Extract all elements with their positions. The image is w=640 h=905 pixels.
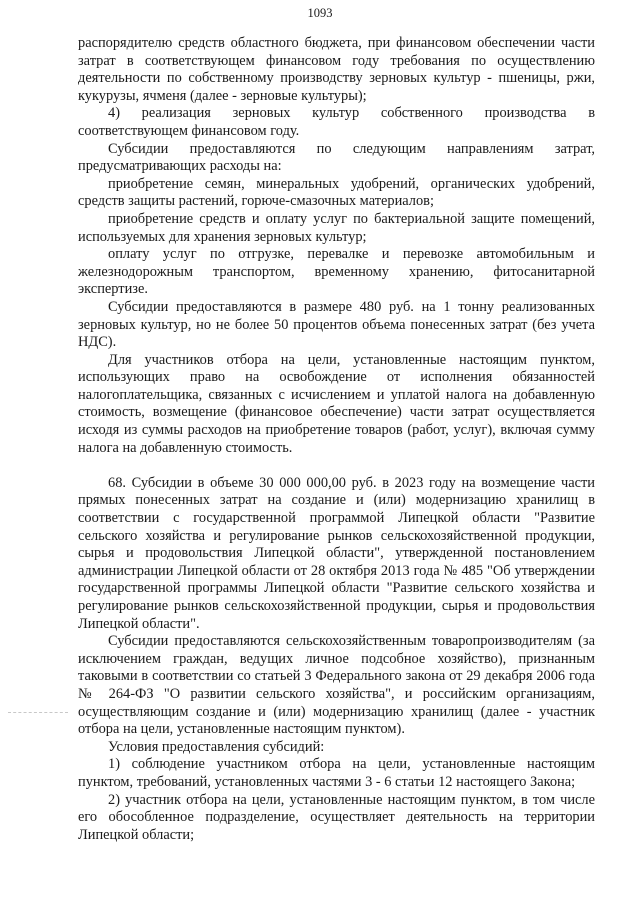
paragraph-7: Субсидии предоставляются в размере 480 руб. на 1 тонну реализованных зерновых культур, но не более 50 процентов объема понесенных затрат (без учета НДС). bbox=[78, 298, 595, 351]
page-number: 1093 bbox=[307, 6, 333, 20]
paragraph-10: Субсидии предоставляются сельскохозяйственным товаропроизводителям (за исключением граждан, ведущих личное подсобное хозяйство), признанным таковыми в соответствии со статьей 3 Федерального закона от 29 декабря 2006 года № 264-ФЗ "О развитии сельского хозяйства", и российским организациям, осуществляющим создание и (или) модернизацию хранилищ (далее - участник отбора на цели, установленные настоящим пунктом). bbox=[78, 633, 595, 738]
section-gap bbox=[78, 457, 595, 475]
paragraph-6: оплату услуг по отгрузке, перевалке и перевозке автомобильным и железнодорожным транспортом, временному хранению, фитосанитарной экспертизе. bbox=[78, 246, 595, 298]
paragraph-13: 2) участник отбора на цели, установленные настоящим пунктом, в том числе его обособленное подразделение, осуществляет деятельность на территории Липецкой области; bbox=[78, 791, 595, 843]
document-body bbox=[78, 35, 595, 844]
paragraph-9: 68. Субсидии в объеме 30 000 000,00 руб. в 2023 году на возмещение части прямых понесенных затрат на создание и (или) модернизацию хранилищ в соответствии с государственной программой Липецкой области "Развитие сельского хозяйства и регулирование рынков сельскохозяйственной продукции, сырья и продовольствия Липецкой области", утвержденной постановлением администрации Липецкой области от 28 октября 2013 года № 485 "Об утверждении государственной программы Липецкой области "Развитие сельского хозяйства и регулирование рынков сельскохозяйственной продукции, сырья и продовольствия Липецкой области". bbox=[78, 474, 595, 632]
paragraph-3: Субсидии предоставляются по следующим направлениям затрат, предусматривающих расходы на: bbox=[78, 140, 595, 175]
paragraph-4: приобретение семян, минеральных удобрений, органических удобрений, средств защиты растений, горюче-смазочных материалов; bbox=[78, 175, 595, 210]
paragraph-1: распорядителю средств областного бюджета, при финансовом обеспечении части затрат в соответствующем финансовом году требования по осуществлению деятельности по собственному производству зерновых культур - пшеницы, ржи, кукурузы, ячменя (далее - зерновые культуры); bbox=[78, 35, 595, 104]
paragraph-8: Для участников отбора на цели, установленные настоящим пунктом, использующих право на освобождение от исполнения обязанностей налогоплательщика, связанных с исчислением и уплатой налога на добавленную стоимость, возмещение (финансовое обеспечение) части затрат осуществляется исходя из суммы расходов на приобретение товаров (работ, услуг), включая сумму налога на добавленную стоимость. bbox=[78, 351, 595, 456]
paragraph-12: 1) соблюдение участником отбора на цели, установленные настоящим пунктом, требований, установленных частями 3 - 6 статьи 12 настоящего Закона; bbox=[78, 756, 595, 790]
paragraph-2: 4) реализация зерновых культур собственного производства в соответствующем финансовом году. bbox=[78, 105, 595, 139]
paragraph-5: приобретение средств и оплату услуг по бактериальной защите помещений, используемых для хранения зерновых культур; bbox=[78, 210, 595, 245]
paragraph-11: Условия предоставления субсидий: bbox=[108, 738, 325, 755]
margin-scan-mark bbox=[8, 712, 68, 713]
